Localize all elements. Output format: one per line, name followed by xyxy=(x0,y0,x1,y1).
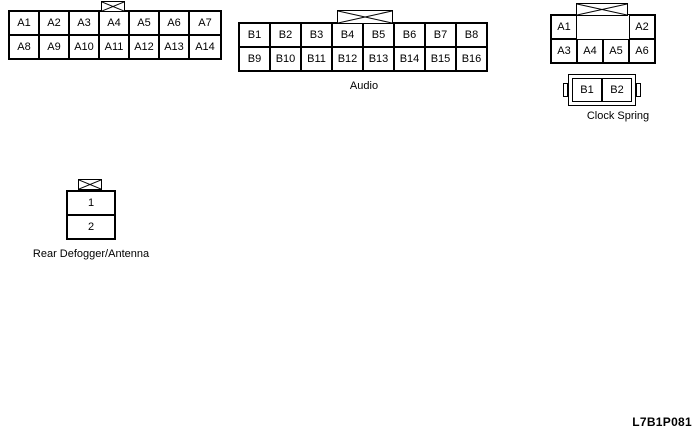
pin-cell: A1 xyxy=(9,11,39,35)
pin-cell: B13 xyxy=(363,47,394,71)
pin-cell: A7 xyxy=(189,11,221,35)
pin-cell: B1 xyxy=(572,78,602,102)
connector-clock-spring-a-grid xyxy=(550,14,656,64)
figure-code-label: L7B1P081 xyxy=(632,415,692,429)
pin-cell: 1 xyxy=(67,191,115,215)
pin-cell: A8 xyxy=(9,35,39,59)
connector-clock-spring-a xyxy=(550,14,656,64)
pin-cell: A5 xyxy=(603,39,629,63)
pin-cell: B2 xyxy=(270,23,301,47)
pin-cell: A2 xyxy=(39,11,69,35)
connector-audio-b-tab-icon xyxy=(337,10,393,24)
pin-cell: A4 xyxy=(99,11,129,35)
pin-cell: B9 xyxy=(239,47,270,71)
caption-audio: Audio xyxy=(349,80,379,92)
connector-clock-spring-b xyxy=(563,74,641,106)
pin-cell: B14 xyxy=(394,47,425,71)
pin-cell: 2 xyxy=(67,215,115,239)
pin-cell: A5 xyxy=(129,11,159,35)
pin-cell: A13 xyxy=(159,35,189,59)
connector-a xyxy=(8,10,222,60)
pin-cell: A12 xyxy=(129,35,159,59)
pin-cell: B12 xyxy=(332,47,363,71)
connector-clock-spring-b-grid xyxy=(568,74,636,106)
connector-clock-spring-a-row-2 xyxy=(551,39,655,63)
pin-cell: A3 xyxy=(551,39,577,63)
pin-cell: B10 xyxy=(270,47,301,71)
pin-cell: B1 xyxy=(239,23,270,47)
pin-cell: A3 xyxy=(69,11,99,35)
connector-rear-defogger-row-2 xyxy=(67,215,115,239)
pin-cell: B3 xyxy=(301,23,332,47)
caption-clock-spring: Clock Spring xyxy=(586,110,650,122)
pin-cell: A14 xyxy=(189,35,221,59)
connector-audio-b-grid xyxy=(238,22,488,72)
pin-cell: B4 xyxy=(332,23,363,47)
connector-a-row-2 xyxy=(9,35,221,59)
connector-audio-b-row-1 xyxy=(239,23,487,47)
pin-cell: A6 xyxy=(159,11,189,35)
pin-cell: A6 xyxy=(629,39,655,63)
pin-cell-empty xyxy=(577,15,629,39)
pin-cell: A4 xyxy=(577,39,603,63)
pin-cell: A10 xyxy=(69,35,99,59)
pin-cell: B5 xyxy=(363,23,394,47)
pin-cell: A1 xyxy=(551,15,577,39)
connector-a-row-1 xyxy=(9,11,221,35)
pin-cell: B11 xyxy=(301,47,332,71)
pin-cell: B8 xyxy=(456,23,487,47)
pin-cell: A11 xyxy=(99,35,129,59)
connector-clock-spring-a-row-1 xyxy=(551,15,655,39)
connector-audio-b xyxy=(238,22,488,72)
caption-rear-defogger-antenna: Rear Defogger/Antenna xyxy=(32,248,150,260)
connector-audio-b-row-2 xyxy=(239,47,487,71)
pin-cell: A2 xyxy=(629,15,655,39)
pin-cell: B6 xyxy=(394,23,425,47)
pin-cell: A9 xyxy=(39,35,69,59)
connector-rear-defogger-antenna xyxy=(66,190,116,240)
connector-right-notch-icon xyxy=(636,83,641,97)
connector-rear-defogger-tab-icon xyxy=(78,179,102,190)
connector-rear-defogger-row-1 xyxy=(67,191,115,215)
pin-cell: B2 xyxy=(602,78,632,102)
connector-a-grid xyxy=(8,10,222,60)
pin-cell: B16 xyxy=(456,47,487,71)
pin-cell: B7 xyxy=(425,23,456,47)
pin-cell: B15 xyxy=(425,47,456,71)
connector-a-tab-icon xyxy=(101,1,125,12)
connector-rear-defogger-grid xyxy=(66,190,116,240)
connector-clock-spring-a-tab-icon xyxy=(576,3,628,16)
